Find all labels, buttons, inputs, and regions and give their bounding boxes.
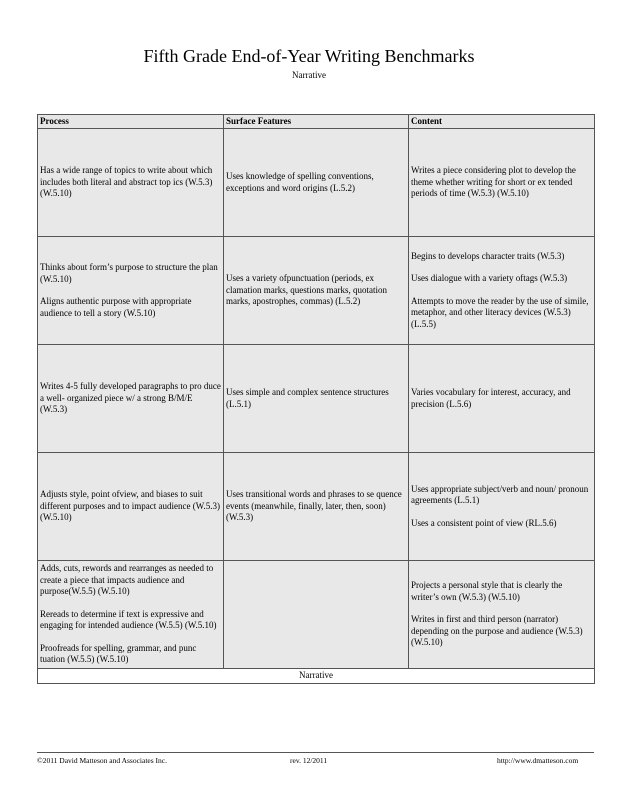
cell-surface-features: [224, 237, 409, 345]
benchmark-item: Has a wide range of topics to write about which includes both literal and abstract top ics (W.5.3) (W.5.10): [40, 165, 213, 199]
benchmarks-table: [37, 114, 595, 684]
footer-revision: rev. 12/2011: [290, 756, 328, 765]
benchmark-item: Uses a variety ofpunctuation (periods, ex clamation marks, questions marks, quotation marks, apostrophes, commas) (L.5.2): [226, 273, 387, 307]
benchmark-item: Proofreads for spelling, grammar, and punc tuation (W.5.5) (W.5.10): [40, 642, 197, 665]
table-row: [38, 129, 595, 237]
benchmark-item: Aligns authentic purpose with appropriate audience to tell a story (W.5.10): [40, 296, 192, 318]
cell-process: [38, 237, 224, 345]
benchmark-item: Uses appropriate subject/verb and noun/ pronoun agreements (L.5.1): [411, 483, 589, 506]
cell-process: [38, 129, 224, 237]
benchmark-item: Writes a piece considering plot to develop the theme whether writing for short or ex tended periods of time (W.5.3) (W.5.10): [411, 165, 576, 199]
benchmark-item: Uses knowledge of spelling conventions, exceptions and word origins (L.5.2): [226, 171, 374, 193]
benchmark-item: Uses simple and complex sentence structures (L.5.1): [226, 387, 389, 409]
table-row: [38, 561, 595, 669]
column-header-content: Content: [409, 115, 595, 129]
benchmark-item: Adjusts style, point ofview, and biases to suit different purposes and to impact audience (W.5.3) (W.5.10): [40, 489, 220, 523]
benchmark-item: Writes in first and third person (narrator) depending on the purpose and audience (W.5.3) (W.5.10): [411, 614, 583, 648]
footer-copyright: ©2011 David Matteson and Associates Inc.: [37, 756, 167, 765]
benchmark-item: Attempts to move the reader by the use of simile, metaphor, and other literacy devices (W.5.3) (L.5.5): [411, 295, 589, 329]
cell-process: [38, 561, 224, 669]
benchmark-item: Projects a personal style that is clearly the writer’s own (W.5.3) (W.5.10): [411, 580, 563, 602]
cell-content: [409, 345, 595, 453]
benchmark-item: Thinks about form’s purpose to structure the plan (W.5.10): [40, 262, 218, 284]
table-header-row: [38, 115, 595, 129]
table-footer-label: Narrative: [38, 669, 595, 684]
footer-divider: [37, 752, 594, 753]
benchmark-item: Rereads to determine if text is expressive and engaging for intended audience (W.5.5) (W.5.10): [40, 608, 217, 631]
benchmark-item: Uses transitional words and phrases to se quence events (meanwhile, finally, later, then, soon) (W.5.3): [226, 489, 402, 523]
benchmark-item: Adds, cuts, rewords and rearranges as needed to create a piece that impacts audience and purpose(W.5.5) (W.5.10): [40, 563, 214, 597]
benchmark-item: Uses dialogue with a variety oftags (W.5.3): [411, 273, 568, 284]
page-title: Fifth Grade End-of-Year Writing Benchmarks: [143, 46, 475, 66]
cell-surface-features: [224, 453, 409, 561]
table-body: [38, 129, 595, 669]
cell-content: [409, 453, 595, 561]
cell-process: [38, 453, 224, 561]
benchmark-item: Uses a consistent point of view (RL.5.6): [411, 517, 557, 528]
table-row: [38, 237, 595, 345]
benchmark-item: Begins to develops character traits (W.5.3): [411, 250, 565, 261]
footer-url: http://www.dmatteson.com: [497, 756, 579, 765]
table-row: [38, 345, 595, 453]
column-header-process: Process: [38, 115, 224, 129]
cell-content: [409, 237, 595, 345]
benchmark-item: Varies vocabulary for interest, accuracy, and precision (L.5.6): [411, 387, 571, 409]
cell-surface-features: [224, 561, 409, 669]
cell-surface-features: [224, 129, 409, 237]
table-row: [38, 453, 595, 561]
page-subtitle: Narrative: [292, 70, 326, 80]
benchmark-item: Writes 4-5 fully developed paragraphs to pro duce a well- organized piece w/ a strong B/M/E (W.5.3): [40, 381, 221, 415]
cell-content: [409, 561, 595, 669]
cell-content: [409, 129, 595, 237]
table-footer-row: [38, 669, 595, 684]
cell-surface-features: [224, 345, 409, 453]
cell-process: [38, 345, 224, 453]
column-header-surface-features: Surface Features: [224, 115, 409, 129]
